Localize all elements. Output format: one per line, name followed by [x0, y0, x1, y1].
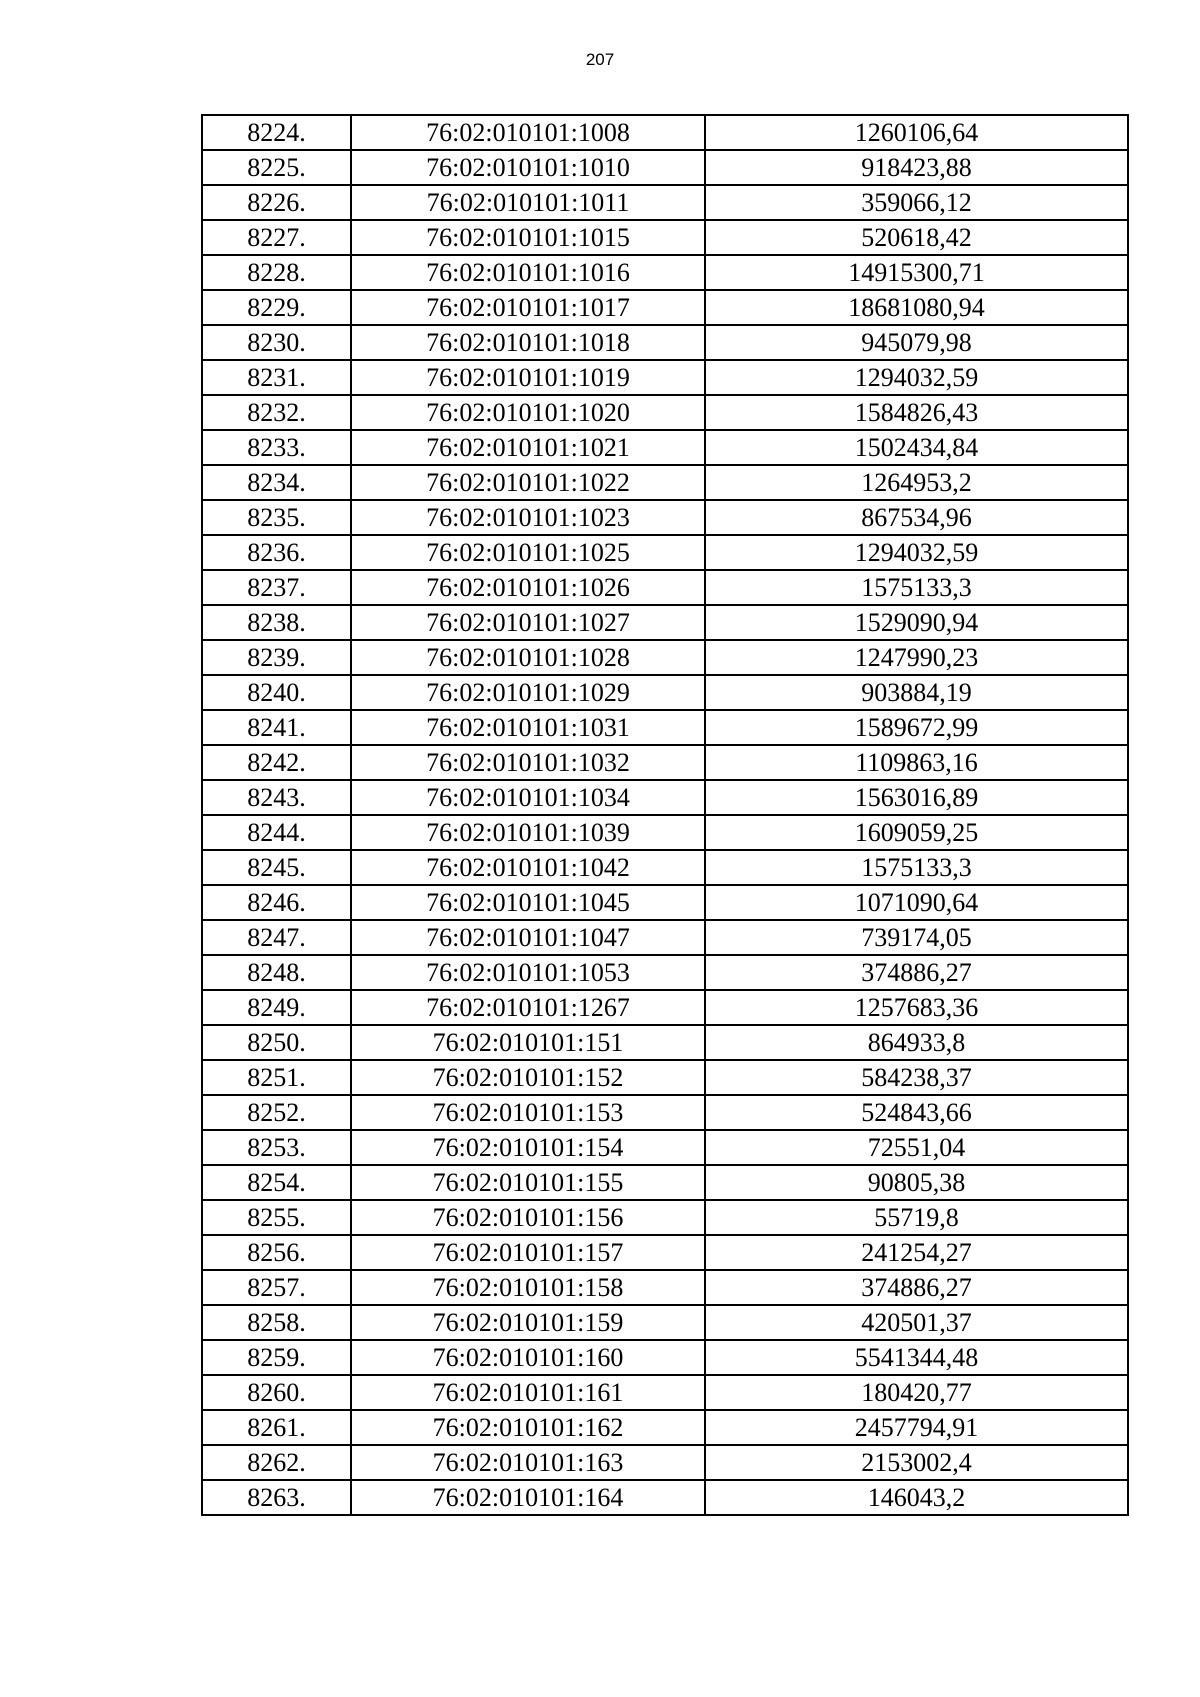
table-row [202, 360, 1128, 395]
value-cell: 945079,98 [705, 325, 1128, 360]
cadastral-number-cell: 76:02:010101:1010 [351, 150, 705, 185]
table-row [202, 500, 1128, 535]
cadastral-number-cell: 76:02:010101:1053 [351, 955, 705, 990]
table-row [202, 745, 1128, 780]
value-cell: 359066,12 [705, 185, 1128, 220]
cadastral-number-cell: 76:02:010101:158 [351, 1270, 705, 1305]
table-body [202, 115, 1128, 1515]
table-row [202, 395, 1128, 430]
row-number-cell: 8225. [202, 150, 351, 185]
cadastral-number-cell: 76:02:010101:1047 [351, 920, 705, 955]
value-cell: 584238,37 [705, 1060, 1128, 1095]
table-row [202, 290, 1128, 325]
value-cell: 867534,96 [705, 500, 1128, 535]
row-number-cell: 8226. [202, 185, 351, 220]
cadastral-number-cell: 76:02:010101:1032 [351, 745, 705, 780]
table-row [202, 1165, 1128, 1200]
value-cell: 1264953,2 [705, 465, 1128, 500]
value-cell: 1109863,16 [705, 745, 1128, 780]
row-number-cell: 8246. [202, 885, 351, 920]
value-cell: 241254,27 [705, 1235, 1128, 1270]
value-cell: 739174,05 [705, 920, 1128, 955]
cadastral-number-cell: 76:02:010101:1028 [351, 640, 705, 675]
value-cell: 1257683,36 [705, 990, 1128, 1025]
value-cell: 374886,27 [705, 1270, 1128, 1305]
value-cell: 903884,19 [705, 675, 1128, 710]
row-number-cell: 8238. [202, 605, 351, 640]
row-number-cell: 8253. [202, 1130, 351, 1165]
value-cell: 1071090,64 [705, 885, 1128, 920]
row-number-cell: 8263. [202, 1480, 351, 1515]
row-number-cell: 8247. [202, 920, 351, 955]
table-row [202, 325, 1128, 360]
row-number-cell: 8228. [202, 255, 351, 290]
table-row [202, 220, 1128, 255]
cadastral-number-cell: 76:02:010101:1039 [351, 815, 705, 850]
row-number-cell: 8230. [202, 325, 351, 360]
row-number-cell: 8243. [202, 780, 351, 815]
cadastral-number-cell: 76:02:010101:1026 [351, 570, 705, 605]
value-cell: 1589672,99 [705, 710, 1128, 745]
cadastral-number-cell: 76:02:010101:159 [351, 1305, 705, 1340]
cadastral-number-cell: 76:02:010101:1027 [351, 605, 705, 640]
row-number-cell: 8254. [202, 1165, 351, 1200]
cadastral-number-cell: 76:02:010101:1045 [351, 885, 705, 920]
table-row [202, 1130, 1128, 1165]
cadastral-number-cell: 76:02:010101:151 [351, 1025, 705, 1060]
cadastral-number-cell: 76:02:010101:155 [351, 1165, 705, 1200]
cadastral-number-cell: 76:02:010101:1042 [351, 850, 705, 885]
table-row [202, 1305, 1128, 1340]
table-row [202, 1410, 1128, 1445]
cadastral-number-cell: 76:02:010101:1031 [351, 710, 705, 745]
table-row [202, 780, 1128, 815]
cadastral-number-cell: 76:02:010101:154 [351, 1130, 705, 1165]
table-row [202, 1095, 1128, 1130]
value-cell: 1584826,43 [705, 395, 1128, 430]
table-row [202, 115, 1128, 150]
value-cell: 520618,42 [705, 220, 1128, 255]
value-cell: 1247990,23 [705, 640, 1128, 675]
row-number-cell: 8251. [202, 1060, 351, 1095]
row-number-cell: 8227. [202, 220, 351, 255]
row-number-cell: 8224. [202, 115, 351, 150]
row-number-cell: 8256. [202, 1235, 351, 1270]
cadastral-number-cell: 76:02:010101:1029 [351, 675, 705, 710]
value-cell: 180420,77 [705, 1375, 1128, 1410]
value-cell: 2457794,91 [705, 1410, 1128, 1445]
row-number-cell: 8232. [202, 395, 351, 430]
table-row [202, 255, 1128, 290]
table-row [202, 1200, 1128, 1235]
table-row [202, 1060, 1128, 1095]
value-cell: 1575133,3 [705, 570, 1128, 605]
cadastral-number-cell: 76:02:010101:1267 [351, 990, 705, 1025]
value-cell: 524843,66 [705, 1095, 1128, 1130]
value-cell: 90805,38 [705, 1165, 1128, 1200]
row-number-cell: 8240. [202, 675, 351, 710]
cadastral-number-cell: 76:02:010101:1034 [351, 780, 705, 815]
table-row [202, 1445, 1128, 1480]
cadastral-number-cell: 76:02:010101:1023 [351, 500, 705, 535]
cadastral-number-cell: 76:02:010101:152 [351, 1060, 705, 1095]
row-number-cell: 8248. [202, 955, 351, 990]
cadastral-number-cell: 76:02:010101:161 [351, 1375, 705, 1410]
value-cell: 420501,37 [705, 1305, 1128, 1340]
row-number-cell: 8257. [202, 1270, 351, 1305]
value-cell: 146043,2 [705, 1480, 1128, 1515]
table-row [202, 1025, 1128, 1060]
cadastral-number-cell: 76:02:010101:157 [351, 1235, 705, 1270]
cadastral-number-cell: 76:02:010101:162 [351, 1410, 705, 1445]
cadastral-number-cell: 76:02:010101:160 [351, 1340, 705, 1375]
page-number: 207 [585, 50, 615, 69]
table-row [202, 1235, 1128, 1270]
row-number-cell: 8258. [202, 1305, 351, 1340]
row-number-cell: 8259. [202, 1340, 351, 1375]
table-row [202, 815, 1128, 850]
value-cell: 374886,27 [705, 955, 1128, 990]
value-cell: 14915300,71 [705, 255, 1128, 290]
table-row [202, 185, 1128, 220]
cadastral-number-cell: 76:02:010101:153 [351, 1095, 705, 1130]
row-number-cell: 8237. [202, 570, 351, 605]
row-number-cell: 8234. [202, 465, 351, 500]
row-number-cell: 8250. [202, 1025, 351, 1060]
value-cell: 1609059,25 [705, 815, 1128, 850]
cadastral-number-cell: 76:02:010101:1018 [351, 325, 705, 360]
row-number-cell: 8229. [202, 290, 351, 325]
table-row [202, 850, 1128, 885]
value-cell: 1529090,94 [705, 605, 1128, 640]
cadastral-number-cell: 76:02:010101:163 [351, 1445, 705, 1480]
table-row [202, 150, 1128, 185]
table-row [202, 465, 1128, 500]
value-cell: 2153002,4 [705, 1445, 1128, 1480]
cadastral-number-cell: 76:02:010101:1011 [351, 185, 705, 220]
value-cell: 864933,8 [705, 1025, 1128, 1060]
value-cell: 1575133,3 [705, 850, 1128, 885]
value-cell: 55719,8 [705, 1200, 1128, 1235]
row-number-cell: 8231. [202, 360, 351, 395]
value-cell: 1294032,59 [705, 360, 1128, 395]
table-row [202, 990, 1128, 1025]
cadastral-number-cell: 76:02:010101:1016 [351, 255, 705, 290]
value-cell: 5541344,48 [705, 1340, 1128, 1375]
row-number-cell: 8244. [202, 815, 351, 850]
cadastral-number-cell: 76:02:010101:1021 [351, 430, 705, 465]
table-row [202, 605, 1128, 640]
row-number-cell: 8233. [202, 430, 351, 465]
table-row [202, 535, 1128, 570]
value-cell: 72551,04 [705, 1130, 1128, 1165]
table-row [202, 1270, 1128, 1305]
table-row [202, 710, 1128, 745]
table-row [202, 640, 1128, 675]
value-cell: 18681080,94 [705, 290, 1128, 325]
row-number-cell: 8260. [202, 1375, 351, 1410]
table-row [202, 920, 1128, 955]
cadastral-number-cell: 76:02:010101:1025 [351, 535, 705, 570]
value-cell: 918423,88 [705, 150, 1128, 185]
cadastral-number-cell: 76:02:010101:1022 [351, 465, 705, 500]
table-row [202, 570, 1128, 605]
value-cell: 1563016,89 [705, 780, 1128, 815]
table-row [202, 1480, 1128, 1515]
cadastral-number-cell: 76:02:010101:1015 [351, 220, 705, 255]
data-table [201, 114, 1129, 1516]
row-number-cell: 8241. [202, 710, 351, 745]
table-row [202, 1340, 1128, 1375]
row-number-cell: 8262. [202, 1445, 351, 1480]
table-row [202, 675, 1128, 710]
row-number-cell: 8235. [202, 500, 351, 535]
cadastral-number-cell: 76:02:010101:1020 [351, 395, 705, 430]
cadastral-number-cell: 76:02:010101:156 [351, 1200, 705, 1235]
table-row [202, 885, 1128, 920]
row-number-cell: 8249. [202, 990, 351, 1025]
table-row [202, 955, 1128, 990]
cadastral-number-cell: 76:02:010101:1017 [351, 290, 705, 325]
value-cell: 1260106,64 [705, 115, 1128, 150]
row-number-cell: 8261. [202, 1410, 351, 1445]
value-cell: 1294032,59 [705, 535, 1128, 570]
row-number-cell: 8242. [202, 745, 351, 780]
row-number-cell: 8239. [202, 640, 351, 675]
value-cell: 1502434,84 [705, 430, 1128, 465]
cadastral-number-cell: 76:02:010101:1019 [351, 360, 705, 395]
row-number-cell: 8245. [202, 850, 351, 885]
row-number-cell: 8255. [202, 1200, 351, 1235]
table-row [202, 1375, 1128, 1410]
table-row [202, 430, 1128, 465]
cadastral-number-cell: 76:02:010101:164 [351, 1480, 705, 1515]
cadastral-number-cell: 76:02:010101:1008 [351, 115, 705, 150]
row-number-cell: 8252. [202, 1095, 351, 1130]
row-number-cell: 8236. [202, 535, 351, 570]
